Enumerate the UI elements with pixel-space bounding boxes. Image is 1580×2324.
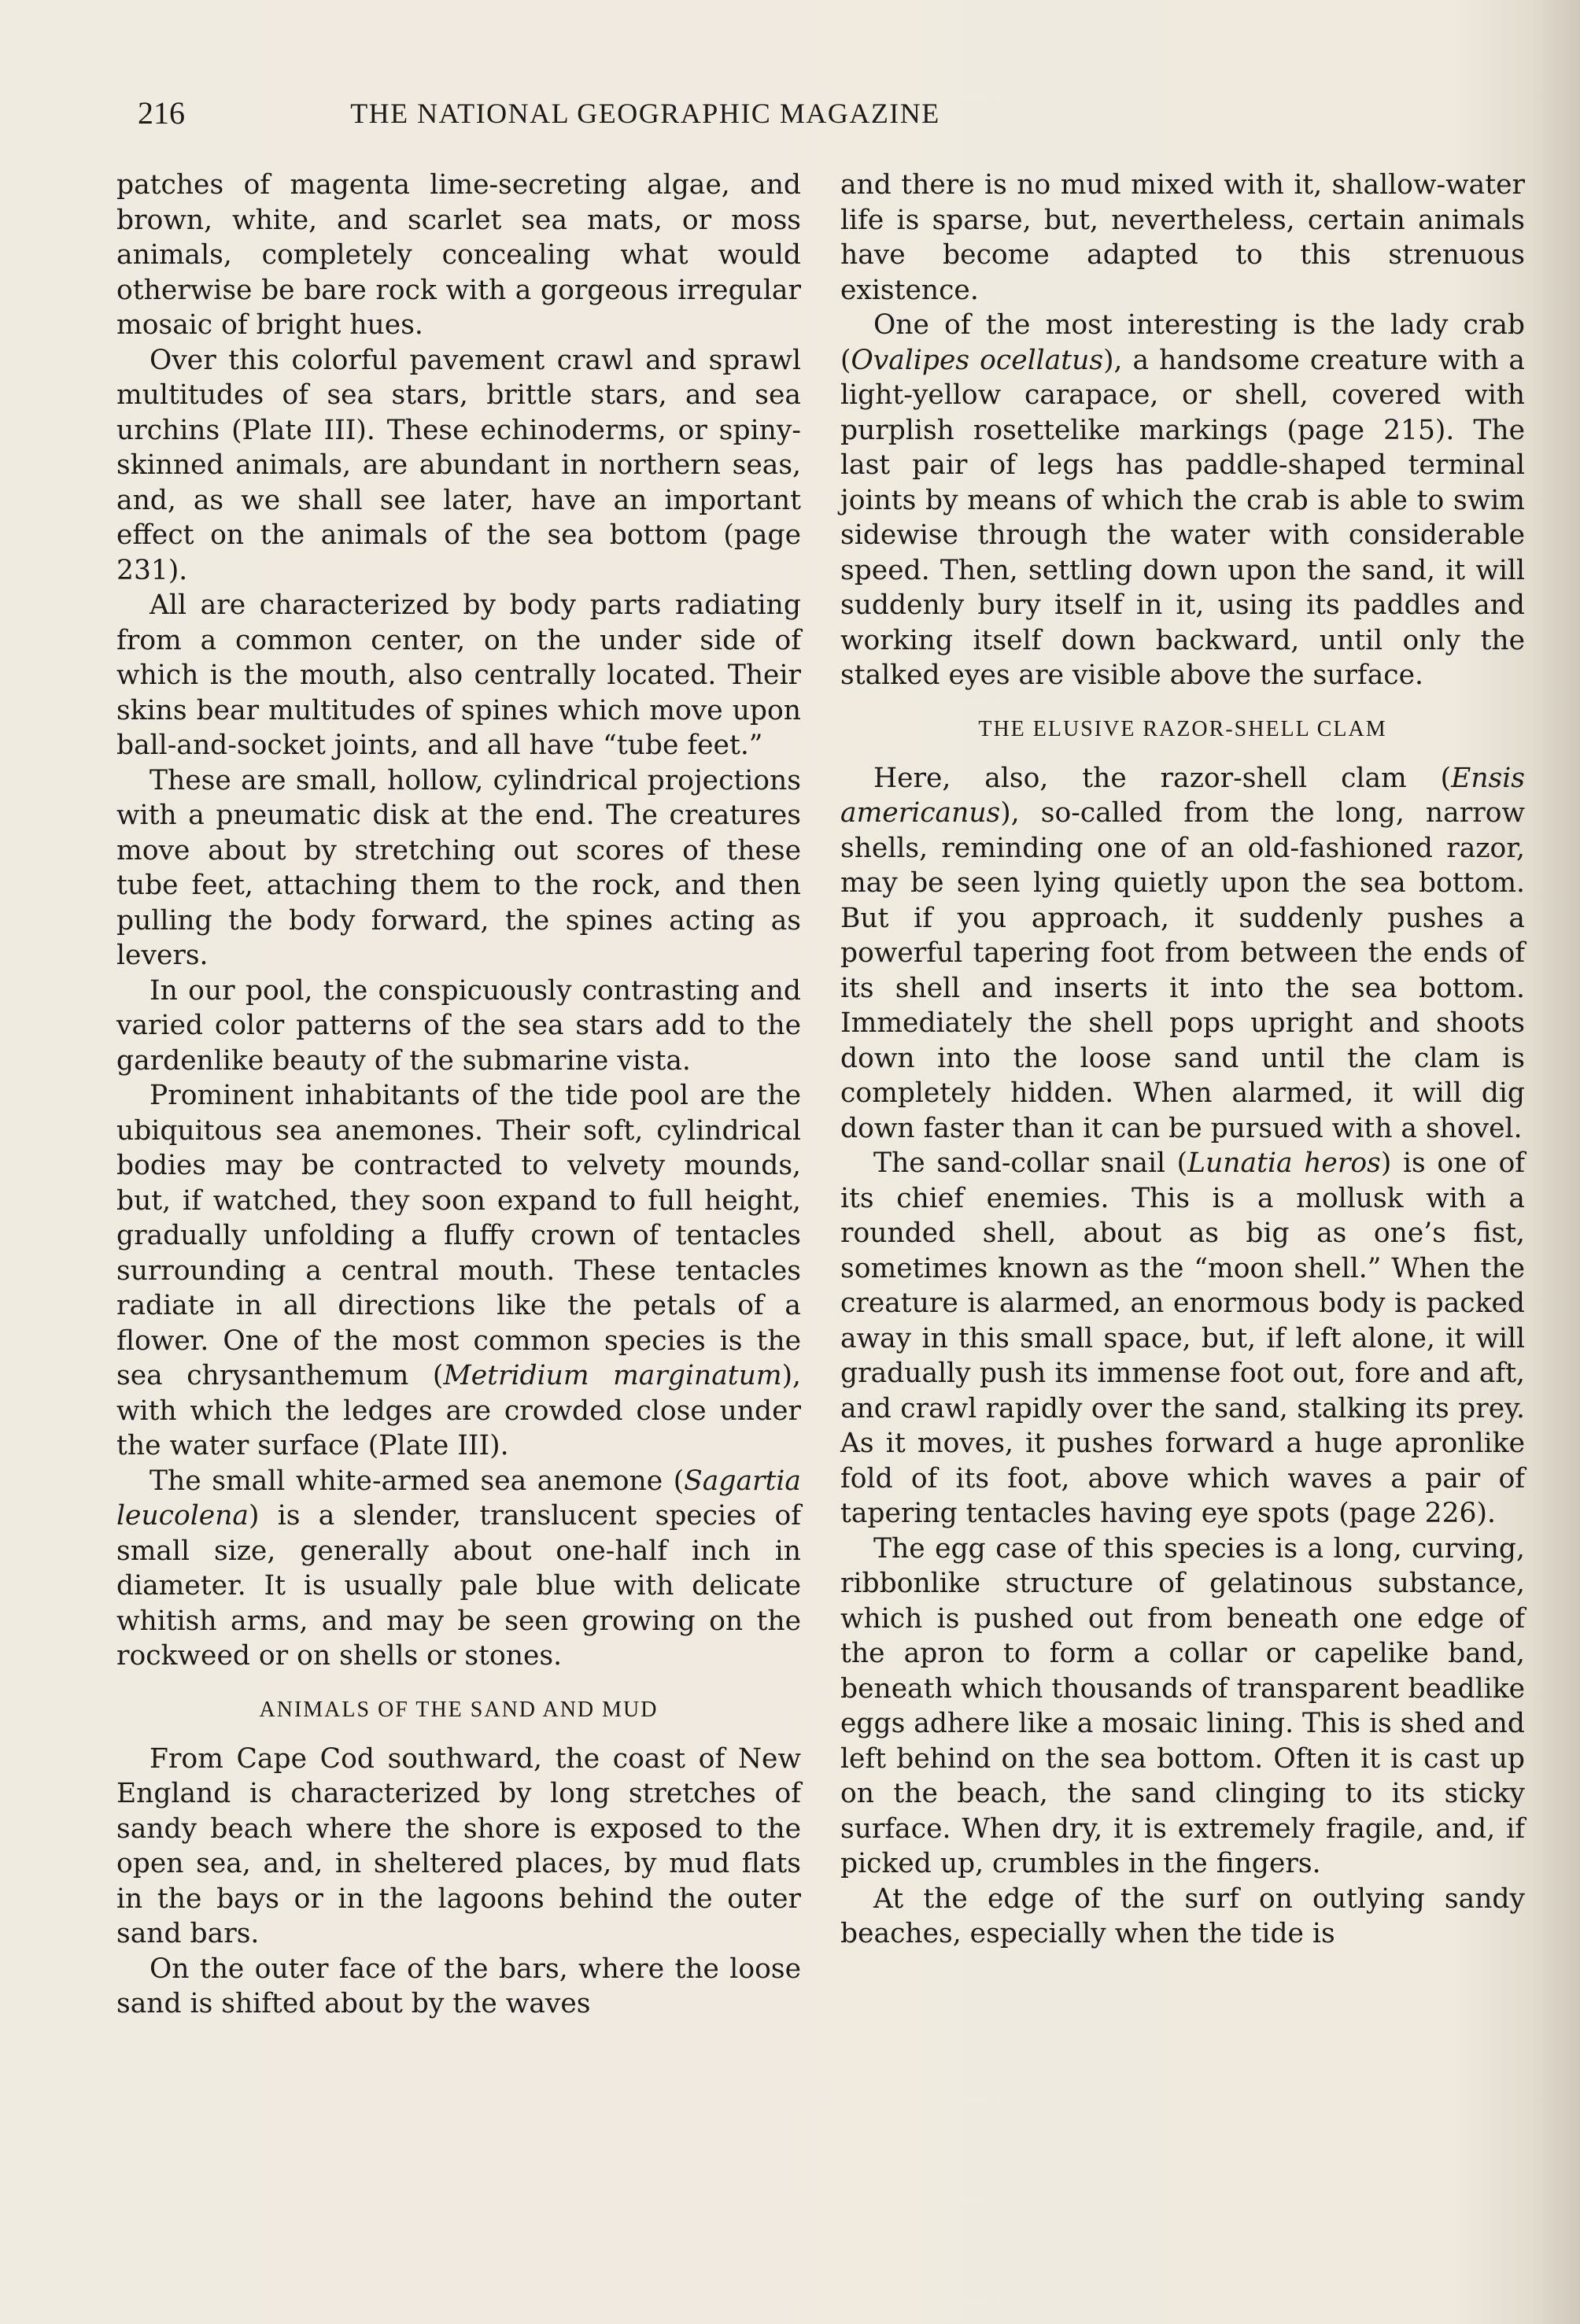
paragraph: and there is no mud mixed with it, shallow-water life is sparse, but, nevertheless, certain animals have become adapted to this strenuous existence.: [840, 169, 1525, 306]
text-run: Prominent inhabitants of the tide pool are the ubiquitous sea anemones. Their soft, cylindrical bodies may be contracted to velvety mounds, but, if watched, they soon expand to full height, gradually unfolding a fluffy crown of tentacles surrounding a central mouth. These tentacles radiate in all directions like the petals of a flower. One of the most common species is the sea chrysanthemum (: [116, 1080, 801, 1391]
text-run: The sand-collar snail (: [873, 1147, 1188, 1179]
text-run: One of the most interesting is the lady crab (: [840, 309, 1525, 376]
text-run: ) is one of its chief enemies. This is a mollusk with a rounded shell, about as big as one’s fist, sometimes known as the “moon shell.” When the creature is alarmed, an enormous body is packed away in this small space, but, if left alone, it will gradually push its immense foot out, fore and aft, and crawl rapidly over the sand, stalking its prey. As it moves, it pushes forward a huge apronlike fold of its foot, above which waves a pair of tapering tentacles having eye spots (page 226).: [840, 1147, 1525, 1529]
page-number: 216: [138, 95, 185, 131]
paragraph: [840, 1146, 1525, 1531]
species-name: Ovalipes ocellatus: [851, 344, 1104, 376]
text-run: ), with which the ledges are crowded close under the water surface (Plate III).: [116, 1360, 802, 1461]
paragraph: Over this colorful pavement crawl and sprawl multitudes of sea stars, brittle stars, and sea urchins (Plate III). These echinoderms, or spiny-skinned animals, are abundant in northern seas, and, as we shall see later, have an important effect on the animals of the sea bottom (page 231).: [116, 344, 801, 586]
paragraph: [116, 1078, 801, 1464]
section-heading: THE ELUSIVE RAZOR-SHELL CLAM: [978, 716, 1387, 741]
paragraph: [840, 308, 1525, 693]
text-run: Here, also, the razor-shell clam (: [873, 762, 1452, 794]
text-run: The small white-armed sea anemone (: [150, 1465, 685, 1497]
paragraph: From Cape Cod southward, the coast of New England is characterized by long stretches of sandy beach where the shore is exposed to the open sea, and, in sheltered places, by mud flats in the bays or in the lagoons behind the outer sand bars.: [116, 1742, 801, 1949]
running-head: [138, 94, 1153, 132]
species-name: Sagartia leucolena: [116, 1465, 801, 1531]
species-name: Lunatia heros: [1187, 1147, 1381, 1179]
magazine-title: THE NATIONAL GEOGRAPHIC MAGAZINE: [350, 98, 940, 129]
paragraph: On the outer face of the bars, where the loose sand is shifted about by the waves: [116, 1953, 801, 2019]
section-heading: ANIMALS OF THE SAND AND MUD: [259, 1697, 659, 1722]
paragraph: The egg case of this species is a long, curving, ribbonlike structure of gelatinous substance, which is pushed out from beneath one edge of the apron to form a collar or capelike band, beneath which thousands of transparent beadlike eggs adhere like a mosaic lining. This is shed and left behind on the sea bottom. Often it is cast up on the beach, the sand clinging to its sticky surface. When dry, it is extremely fragile, and, if picked up, crumbles in the fingers.: [840, 1532, 1525, 1879]
species-name: Ensis americanus: [840, 762, 1525, 829]
paragraph: [116, 1464, 801, 1674]
text-run: ), so-called from the long, narrow shells, reminding one of an old-fashioned razor, may be seen lying quietly upon the sea bottom. But if you approach, it suddenly pushes a powerful tapering foot from between the ends of its shell and inserts it into the sea bottom. Immediately the shell pops upright and shoots down into the loose sand until the clam is completely hidden. When alarmed, it will dig down faster than it can be pursued with a shovel.: [840, 797, 1525, 1144]
paragraph: In our pool, the conspicuously contrasting and varied color patterns of the sea stars add to the gardenlike beauty of the submarine vista.: [116, 974, 801, 1077]
left-column: [116, 168, 801, 2022]
text-run: ), a handsome creature with a light-yellow carapace, or shell, covered with purplish rosettelike markings (page 215). The last pair of legs has paddle-shaped terminal joints by means of which the crab is able to swim sidewise through the water with considerable speed. Then, settling down upon the sand, it will suddenly bury itself in it, using its paddles and working itself down backward, until only the stalked eyes are visible above the surface.: [840, 344, 1525, 691]
right-column: [840, 168, 1525, 1952]
text-run: ) is a slender, translucent species of small size, generally about one-half inch in diameter. It is usually pale blue with delicate whitish arms, and may be seen growing on the rockweed or on shells or stones.: [116, 1500, 801, 1672]
paragraph: patches of magenta lime-secreting algae, and brown, white, and scarlet sea mats, or moss animals, completely concealing what would otherwise be bare rock with a gorgeous irregular mosaic of bright hues.: [116, 169, 801, 341]
paragraph: [840, 761, 1525, 1147]
paragraph: All are characterized by body parts radiating from a common center, on the under side of which is the mouth, also centrally located. Their skins bear multitudes of spines which move upon ball-and-socket joints, and all have “tube feet.”: [116, 589, 801, 761]
paragraph: At the edge of the surf on outlying sandy beaches, especially when the tide is: [840, 1882, 1525, 1949]
species-name: Metridium marginatum: [443, 1360, 782, 1391]
paragraph: These are small, hollow, cylindrical projections with a pneumatic disk at the end. The creatures move about by stretching out scores of these tube feet, attaching them to the rock, and then pulling the body forward, the spines acting as levers.: [116, 764, 801, 971]
